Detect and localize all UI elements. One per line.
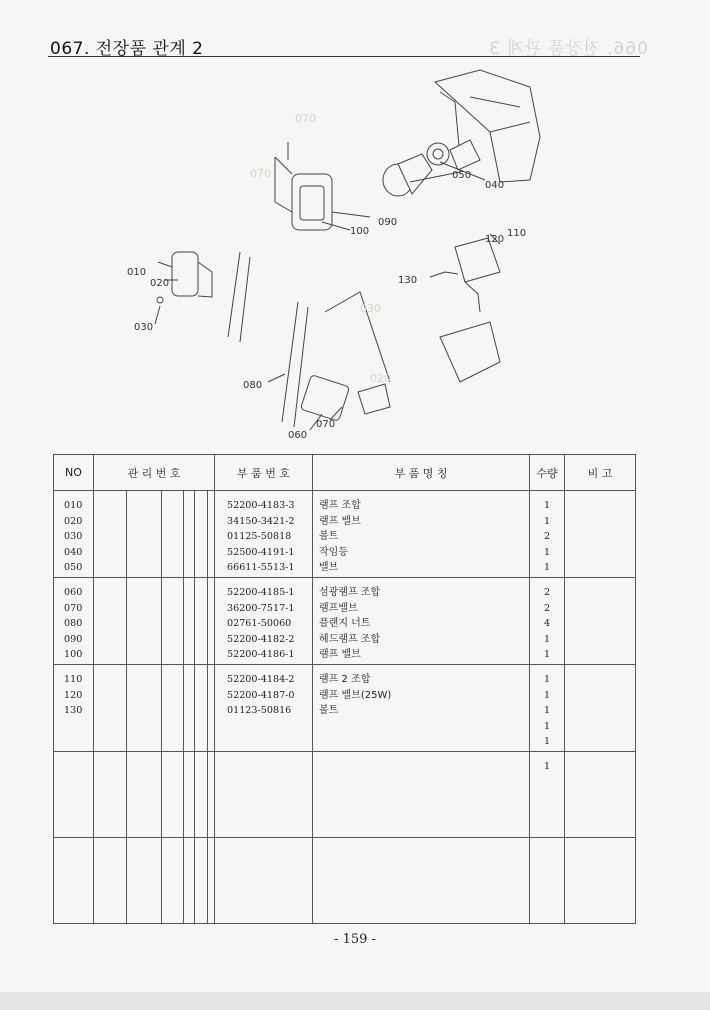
- part-name-cell: 램프 2 조합 램프 밸브(25W) 볼트: [313, 665, 530, 752]
- table-group: [54, 838, 636, 924]
- callout-040: 040: [485, 180, 505, 191]
- callout-100: 100: [350, 226, 370, 237]
- header-remark: 비 고: [565, 455, 636, 491]
- table-header-row: [54, 455, 636, 491]
- qty-cell: 2 2 4 1 1: [530, 578, 565, 665]
- no-cell: [54, 838, 94, 924]
- table-group: [54, 752, 636, 838]
- header-no: NO: [54, 455, 94, 491]
- page-title: 067. 전장품 관계 2: [50, 39, 204, 59]
- remark-cell: [565, 665, 636, 752]
- callout-050: 050: [452, 170, 472, 181]
- table-group: [54, 578, 636, 665]
- callout-110: 110: [507, 228, 527, 239]
- part-name-cell: 램프 조합 램프 밸브 볼트 작임등 밸브: [313, 491, 530, 578]
- svg-text:070: 070: [250, 167, 271, 180]
- callout-010: 010: [127, 267, 147, 278]
- svg-text:020: 020: [370, 372, 391, 385]
- callout-090: 090: [378, 217, 398, 228]
- qty-cell: [530, 838, 565, 924]
- title-underline: [48, 56, 640, 57]
- remark-cell: [565, 752, 636, 838]
- bleed-through-title: 066. 전장품 관계 3: [488, 39, 648, 59]
- part-no-cell: 52200-4183-3 34150-3421-2 01125-50818 52500-4191-1 66611-5513-1: [215, 491, 313, 578]
- callout-020: 020: [150, 278, 170, 289]
- remark-cell: [565, 838, 636, 924]
- callout-120: 120: [485, 234, 505, 245]
- part-name-cell: 섬광램프 조합 램프밸브 플랜지 너트 헤드램프 조합 램프 밸브: [313, 578, 530, 665]
- no-cell: 110 120 130: [54, 665, 94, 752]
- remark-cell: [565, 491, 636, 578]
- qty-cell: 1: [530, 752, 565, 838]
- callout-030: 030: [134, 322, 154, 333]
- qty-cell: 1 1 2 1 1: [530, 491, 565, 578]
- no-cell: 010 020 030 040 050: [54, 491, 94, 578]
- header-qty: 수량: [530, 455, 565, 491]
- no-cell: [54, 752, 94, 838]
- callout-130: 130: [398, 275, 418, 286]
- no-cell: 060 070 080 090 100: [54, 578, 94, 665]
- part-name-cell: [313, 838, 530, 924]
- callout-060: 060: [288, 430, 308, 441]
- callout-070: 070: [316, 419, 336, 430]
- part-no-cell: 52200-4184-2 52200-4187-0 01123-50816: [215, 665, 313, 752]
- page-number: - 159 -: [334, 932, 376, 947]
- part-no-cell: 52200-4185-1 36200-7517-1 02761-50060 52200-4182-2 52200-4186-1: [215, 578, 313, 665]
- part-name-cell: [313, 752, 530, 838]
- svg-text:070: 070: [295, 112, 316, 125]
- part-no-cell: [215, 752, 313, 838]
- parts-table: [53, 454, 636, 924]
- remark-cell: [565, 578, 636, 665]
- table-group: [54, 491, 636, 578]
- qty-cell: 1 1 1 1 1: [530, 665, 565, 752]
- header-mgmt-no: 관 리 번 호: [94, 455, 215, 491]
- table-group: [54, 665, 636, 752]
- svg-text:030: 030: [360, 302, 381, 315]
- callout-080: 080: [243, 380, 263, 391]
- header-part-no: 부 품 번 호: [215, 455, 313, 491]
- part-no-cell: [215, 838, 313, 924]
- header-part-name: 부 품 명 칭: [313, 455, 530, 491]
- parts-diagram: [60, 62, 660, 447]
- scan-edge-shade: [0, 992, 710, 1010]
